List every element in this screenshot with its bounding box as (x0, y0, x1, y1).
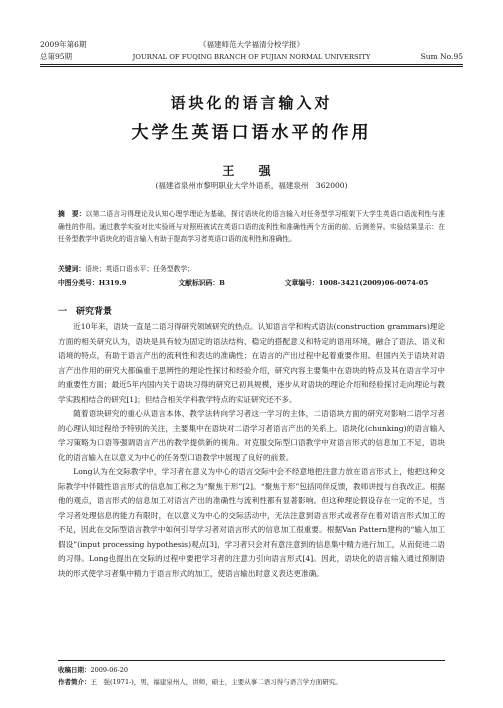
footnote-rule (58, 660, 445, 661)
author-bio-label: 作者简介： (58, 678, 91, 686)
header-rule-double (40, 66, 463, 67)
paragraph: 随着语块研究的重心从语言本体、教学法转向学习者这一学习的主体，二语语块方面的研究对影响二语学习者的心理认知过程给予特别的关注，主要集中在语块对二语学习者语言产出的关系上。语块化(chunking)的语言输入学习策略为口语等强调语言产出的教学提供新的视角。对克服交际型口语教学中对语言形式的信息加工不足，语块化的语言输入在以意义为中心的任务型口语教学中展现了良好的前景。 (58, 409, 445, 462)
article-title-line-1: 语块化的语言输入对 (170, 94, 333, 112)
abstract (58, 208, 445, 246)
author-bio: 王 强(1971-)，男，福建泉州人，讲师，硕士，主要从事二语习得与语言学方面研究。 (90, 678, 342, 686)
keywords (58, 264, 445, 274)
clc-number: 中图分类号：H319.9 (58, 279, 127, 287)
keywords-text: 语块；英语口语水平；任务型教学； (85, 265, 194, 273)
received-date: 2009-06-20 (90, 666, 128, 674)
received-label: 收稿日期： (58, 666, 91, 674)
paragraph: 近10年来，语块一直是二语习得研究领域研究的热点。认知语言学和构式语法(construction grammars)理论方面的相关研究认为，语块是具有较为固定的语法结构、稳定的搭配意义和特定的语用环境，融合了语法、语义和语境的特点，有助于语言产出的流利性和表达的准确性；在语言的产出过程中起着重要作用。但国内关于语块对语言产出作用的研究大都偏重于思辨性的理论性探讨和经验介绍，研究内容主要集中在语块的特点及其在语言学习中的重要性方面；最近5年内国内关于语块习得的研究已初具规模，逐步从对语块的理论介绍和经验探讨走向理论与教学实践相结合的研究[1]；但结合相关学科教学特点的实证研究还不多。 (58, 322, 445, 404)
author-affiliation: (福建省泉州市黎明职业大学外语系，福建泉州 362000) (155, 181, 348, 190)
header-rule (40, 64, 463, 65)
article-number: 文章编号：1008-3421(2009)06-0074-05 (284, 279, 429, 287)
document-code: 文献标识码：B (178, 279, 225, 287)
author-bio-line (58, 676, 445, 688)
abstract-text: 以第二语言习得理论及认知心理学理论为基础，探讨语块化的语言输入对任务型学习框架下大学生英语口语流利性与准确性的作用。通过教学实验对比实验班与对照班被试在英语口语的流利性和准确性两个方面的前、后测差异。实验结果显示：在任务型教学中语块化的语言输入有助于提高学习者英语口语的流利性和准确性。 (58, 210, 446, 243)
received-date-line (58, 664, 445, 676)
journal-name-cn: 《福建师范大学福清分校学报》 (199, 40, 304, 49)
article-title-line-2: 大学生英语口语水平的作用 (131, 123, 372, 143)
sum-number: Sum No.95 (420, 52, 463, 61)
total-issue-number: 总第95期 (40, 52, 73, 61)
paragraph: Long认为在交际教学中，学习者在意义为中心的语言交际中会不经意地把注意力放在语言形式上，他把这种交际教学中伴随性语言形式的信息加工称之为“聚焦于形”[2]。“聚焦于形”包括同伴反馈，教师讲授与自我改正。根据他的观点，语言形式的信息加工对语言产出的准确性与流利性都有显著影响。但这种理论假设存在一定的不足，当学习者处理信息的能力有限时，在以意义为中心的交际活动中，无法注意到语言形式或者存在着对语言形式加工的不足，因此在交际型语言教学中如何引导学习者对语言形式的信息加工很重要。根据Van Pattern建构的“输入加工假设”(input processing hypothesis)观点[3]，学习者只会对有意注意到的信息集中精力进行加工，从而促进二语的习得。Long也提出在交际的过程中要把学习者的注意力引向语言形式[4]。因此，语块化的语言输入通过预制语块的形式使学习者集中精力于语言形式的加工，使语言输出时意义表达更准确。 (58, 467, 445, 578)
author-name: 王 强 (222, 164, 281, 178)
footnote (58, 664, 445, 688)
section-heading: 一 研究背景 (58, 307, 113, 317)
classification-line (58, 278, 445, 288)
section-body (58, 320, 445, 581)
issue-number: 2009年第6期 (40, 40, 87, 49)
journal-name-en: JOURNAL OF FUQING BRANCH OF FUJIAN NORMAL UNIVERSITY (132, 53, 371, 61)
abstract-label: 摘 要： (58, 210, 86, 218)
keywords-label: 关键词： (58, 265, 86, 273)
